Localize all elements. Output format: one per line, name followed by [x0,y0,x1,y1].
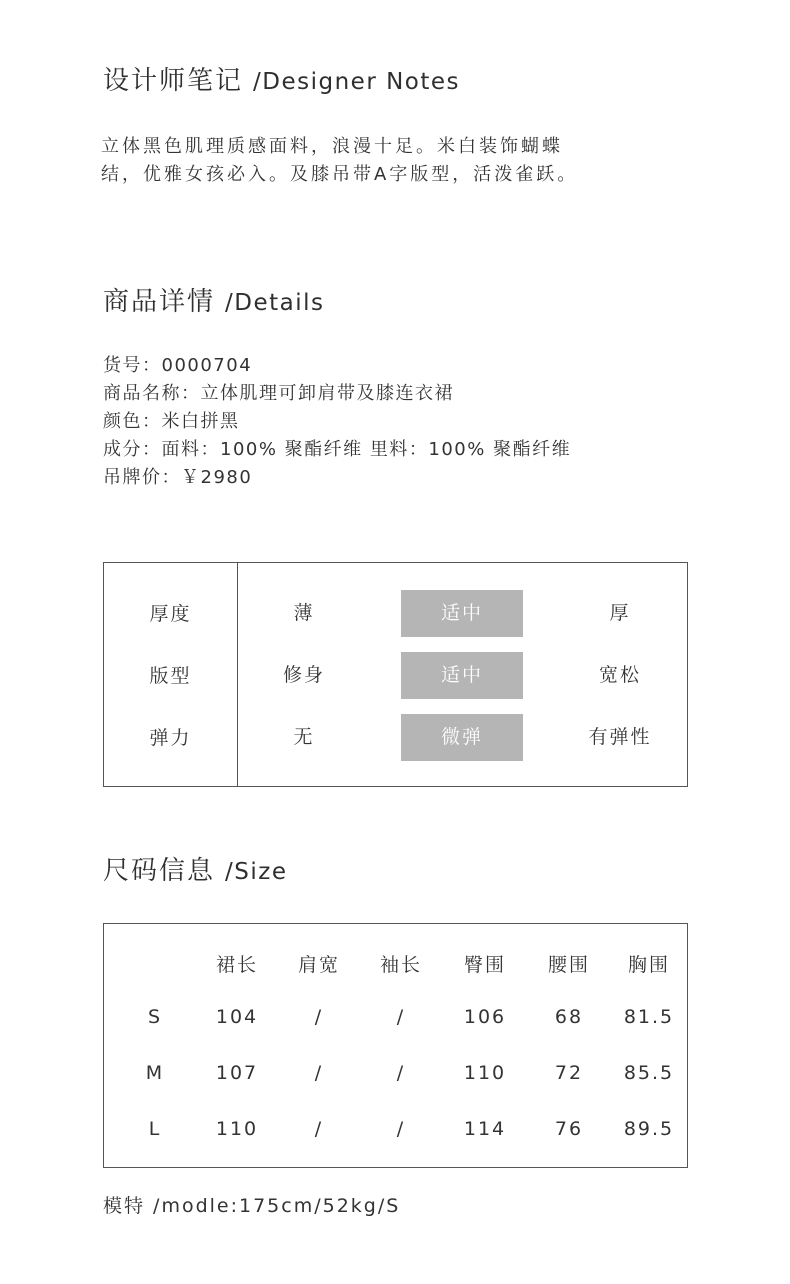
feel-option-selected: 适中 [401,590,523,637]
detail-item-color: 颜色：米白拼黑 [103,411,240,432]
size-header-cell: 袖长 [379,954,422,976]
feel-row-elasticity [104,714,687,762]
size-header-cell: 胸围 [627,954,670,976]
detail-item-price: 吊牌价：￥2980 [103,467,253,488]
feel-option-selected: 微弹 [401,714,523,761]
feel-option-selected: 适中 [401,652,523,699]
model-info: 模特 /modle:175cm/52kg/S [103,1195,401,1217]
size-value-cell: / [314,1062,324,1084]
size-value-cell: 106 [463,1006,507,1028]
feel-label: 弹力 [149,727,192,749]
designer-notes-line: 结，优雅女孩必入。及膝吊带A字版型，活泼雀跃。 [101,164,579,185]
size-header-cell: 肩宽 [297,954,340,976]
detail-item-composition: 成分：面料：100% 聚酯纤维 里料：100% 聚酯纤维 [103,439,572,460]
designer-notes-text [101,133,661,189]
size-value-cell: 110 [215,1118,259,1140]
size-value-cell: 68 [554,1006,584,1028]
fabric-feel-table [103,562,688,787]
size-value-cell: 110 [463,1062,507,1084]
size-header-cell: 臀围 [463,954,506,976]
feel-option: 修身 [282,664,325,686]
details-title [103,281,325,318]
size-label-cell: S [147,1006,163,1028]
size-header-cell: 裙长 [215,954,258,976]
feel-row-thickness [104,590,687,638]
size-title [103,850,287,887]
size-value-cell: / [314,1118,324,1140]
size-value-cell: 81.5 [623,1006,675,1028]
size-value-cell: / [396,1006,406,1028]
feel-option: 无 [293,726,315,748]
details-title-en: /Details [225,290,325,316]
size-label-cell: M [145,1062,165,1084]
size-label-cell: L [148,1118,162,1140]
size-value-cell: / [314,1006,324,1028]
size-value-cell: 72 [554,1062,584,1084]
feel-option: 薄 [293,602,315,624]
size-value-cell: / [396,1062,406,1084]
size-value-cell: 104 [215,1006,259,1028]
size-value-cell: 107 [215,1062,259,1084]
feel-label: 版型 [149,665,192,687]
details-list [103,352,571,492]
feel-option: 厚 [609,602,631,624]
feel-label: 厚度 [149,603,192,625]
designer-notes-line: 立体黑色肌理质感面料，浪漫十足。米白装饰蝴蝶 [101,136,563,157]
details-title-cn: 商品详情 [103,287,216,317]
size-value-cell: 114 [463,1118,507,1140]
size-title-en: /Size [225,859,288,885]
designer-notes-title [103,60,460,97]
feel-option: 有弹性 [588,726,652,748]
size-value-cell: 85.5 [623,1062,675,1084]
designer-notes-title-cn: 设计师笔记 [103,66,244,96]
size-value-cell: 76 [554,1118,584,1140]
size-value-cell: / [396,1118,406,1140]
size-header-cell: 腰围 [547,954,590,976]
detail-item-name: 商品名称：立体肌理可卸肩带及膝连衣裙 [103,383,454,404]
size-value-cell: 89.5 [623,1118,675,1140]
size-title-cn: 尺码信息 [103,856,216,886]
designer-notes-title-en: /Designer Notes [253,69,461,95]
feel-option: 宽松 [598,664,641,686]
feel-row-fit [104,652,687,700]
detail-item-code: 货号：0000704 [103,355,253,376]
size-table [103,923,688,1168]
